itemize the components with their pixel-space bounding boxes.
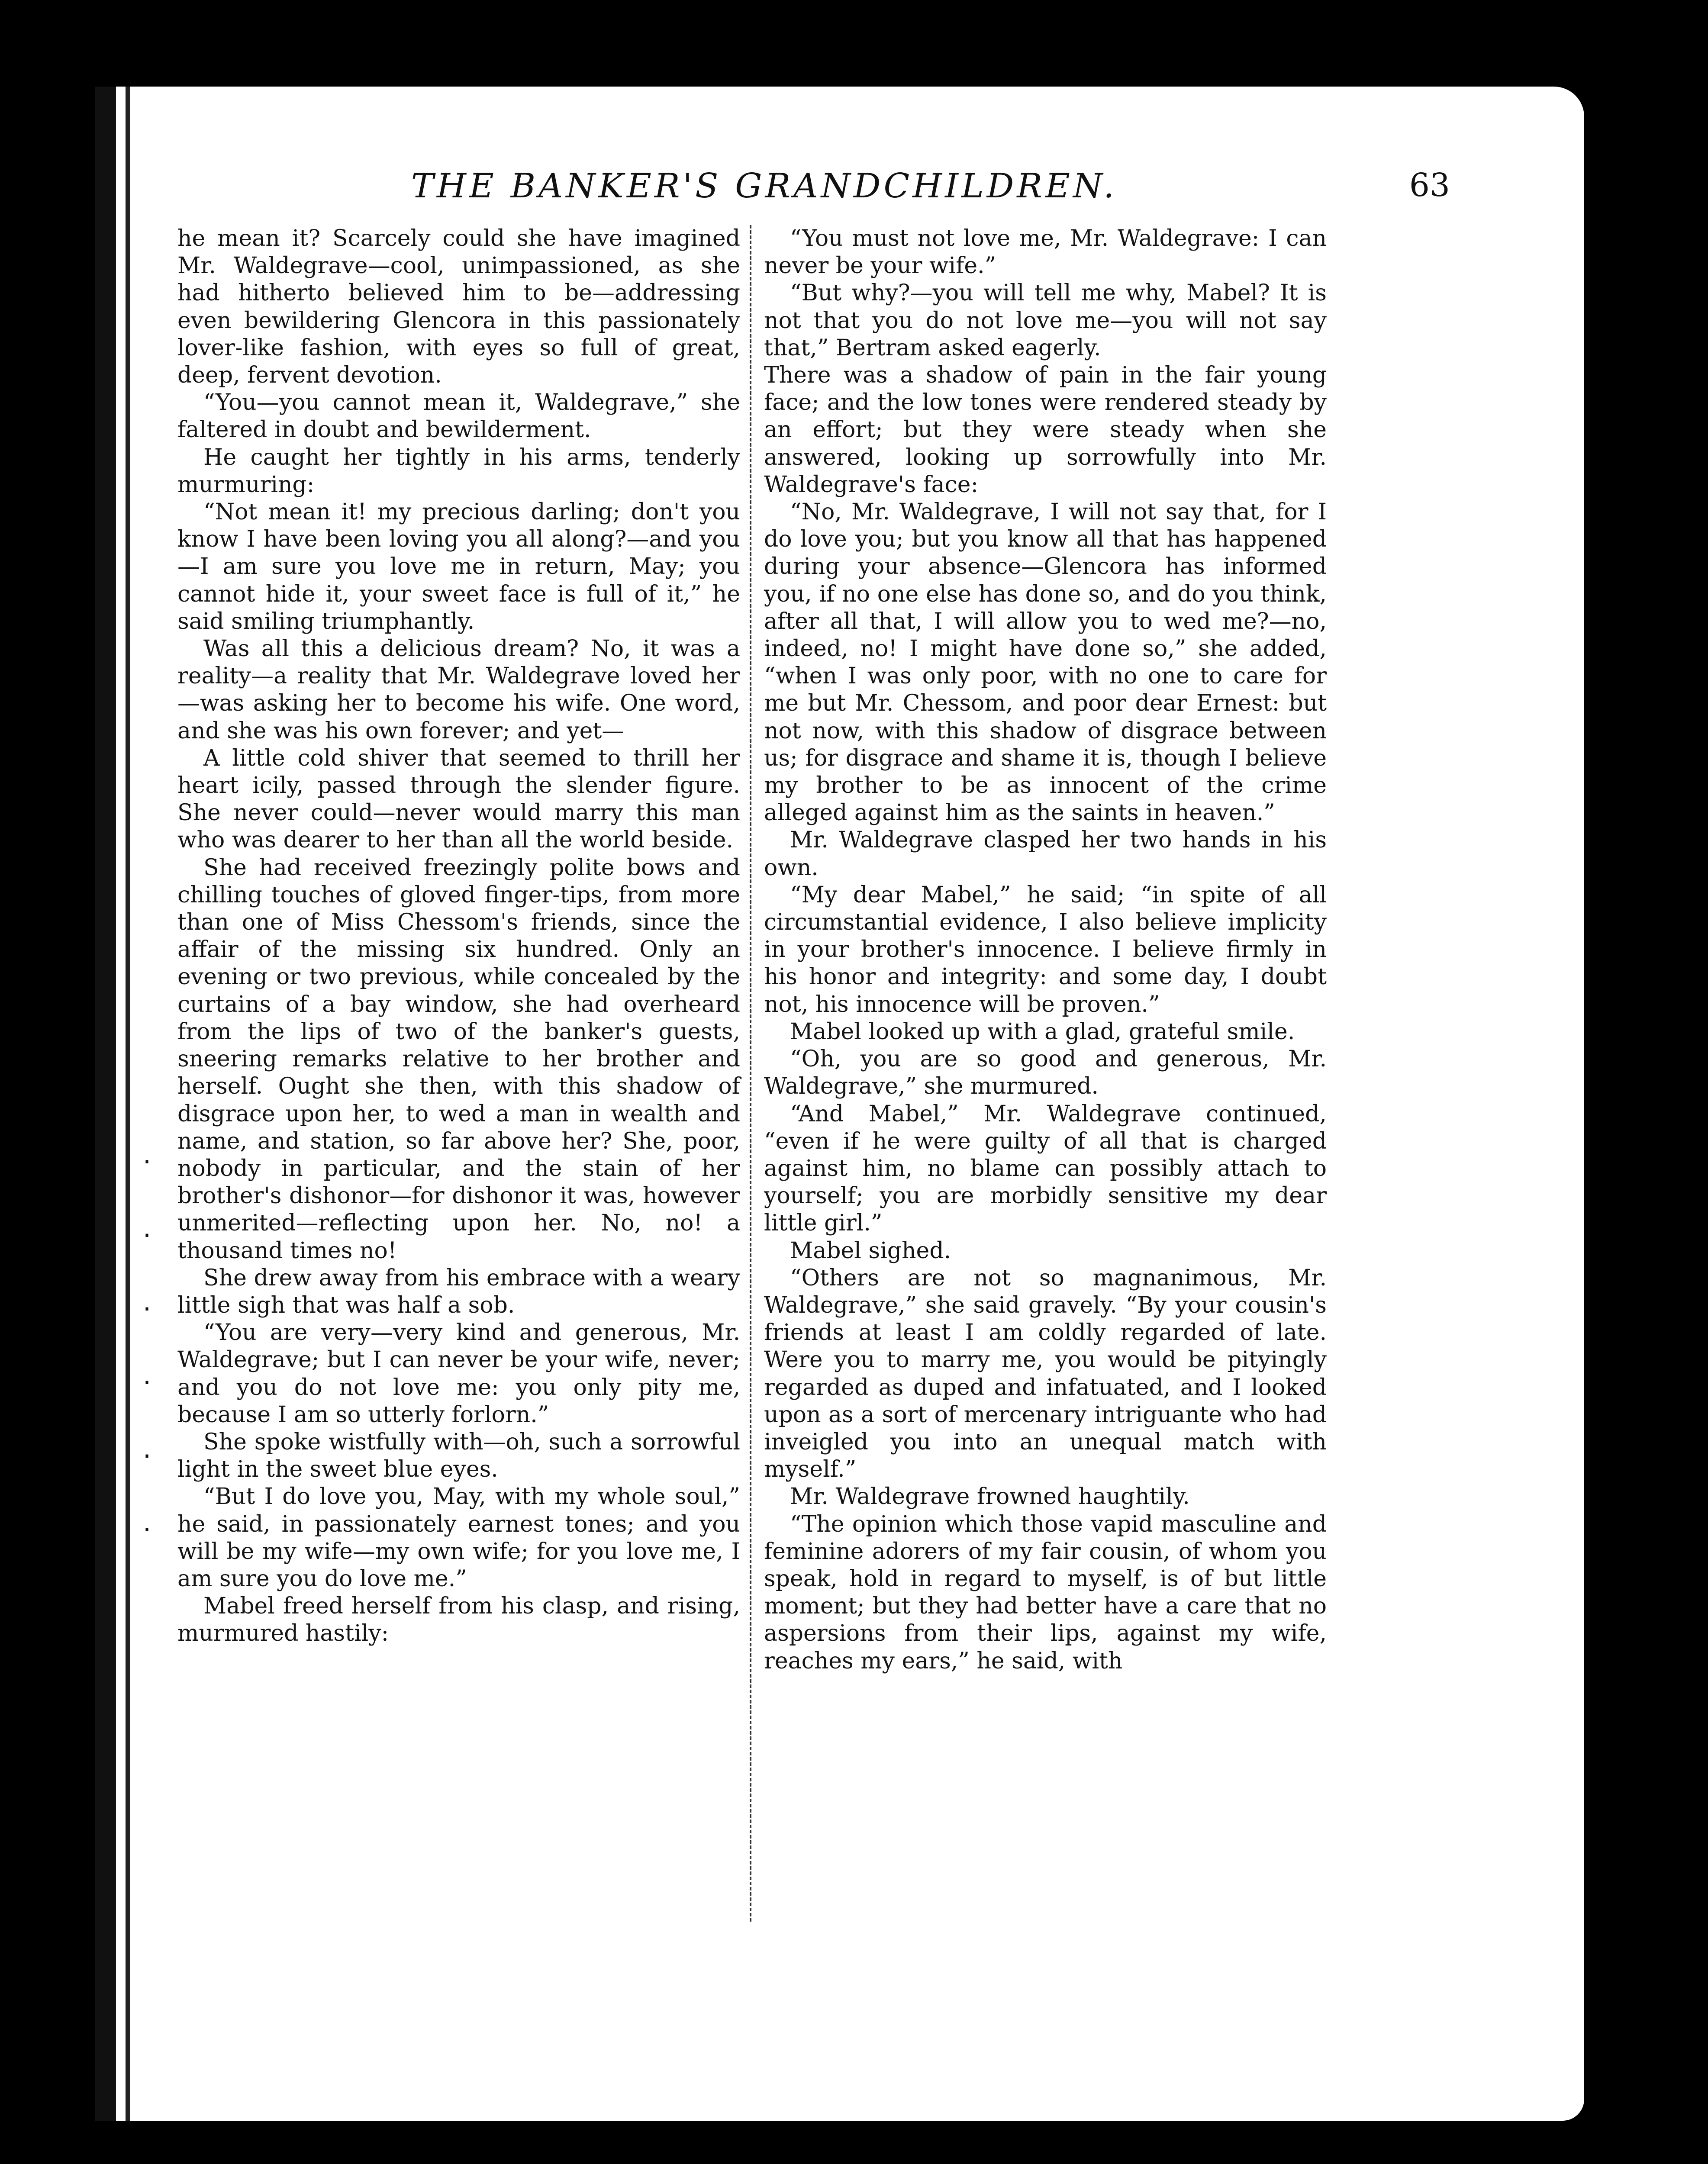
paragraph: He caught her tightly in his arms, tenderly murmuring:	[177, 444, 740, 498]
paragraph: Was all this a delicious dream? No, it was a reality—a reality that Mr. Waldegrave loved her—was asking her to become his wife. One word, and she was his own forever; and yet—	[177, 636, 740, 744]
paragraph: Mabel sighed.	[790, 1237, 951, 1264]
right-text-column	[764, 225, 1327, 1675]
paragraph: “You are very—very kind and generous, Mr. Waldegrave; but I can never be your wife, never; and you do not love me: you only pity me, because I am so utterly forlorn.”	[177, 1320, 740, 1428]
paragraph: “No, Mr. Waldegrave, I will not say that, for I do love you; but you know all that has happened during your absence—Glencora has informed you, if no one else has done so, and do you think, after all that, I will allow you to wed me?—no, indeed, no! I might have done so,” she added, “when I was only poor, with no one to care for me but Mr. Chessom, and poor dear Ernest: but not now, with this shadow of disgrace between us; for disgrace and shame it is, though I believe my brother to be as innocent of the crime alleged against him as the saints in heaven.”	[764, 499, 1327, 826]
paragraph: Mr. Waldegrave clasped her two hands in his own.	[764, 827, 1327, 881]
paragraph: Mr. Waldegrave frowned haughtily.	[790, 1484, 1190, 1510]
running-title: THE BANKER'S GRANDCHILDREN.	[411, 167, 1118, 206]
paragraph: Mabel freed herself from his clasp, and rising, murmured hastily:	[177, 1593, 740, 1647]
paragraph: “Others are not so magnanimous, Mr. Waldegrave,” she said gravely. “By your cousin's friends at least I am coldly regarded of late. Were you to marry me, you would be pityingly regarded as duped and infatuated, and I looked upon as a sort of mercenary intriguante who had inveigled you into an unequal match with myself.”	[764, 1265, 1327, 1483]
paragraph: “And Mabel,” Mr. Waldegrave continued, “even if he were guilty of all that is charged against him, no blame can possibly attach to yourself; you are morbidly sensitive my dear little girl.”	[764, 1101, 1327, 1237]
page-binding-edge	[126, 87, 130, 2121]
paragraph: “My dear Mabel,” he said; “in spite of all circumstantial evidence, I also believe implicity in your brother's innocence. I believe firmly in his honor and integrity: and some day, I doubt not, his innocence will be proven.”	[764, 882, 1327, 1018]
page-binding-shadow	[95, 87, 116, 2121]
paragraph: “You must not love me, Mr. Waldegrave: I can never be your wife.”	[764, 225, 1327, 279]
column-divider	[750, 225, 751, 1922]
left-text-column	[177, 225, 740, 1648]
paragraph: She spoke wistfully with—oh, such a sorrowful light in the sweet blue eyes.	[177, 1429, 740, 1483]
paragraph: “Not mean it! my precious darling; don't you know I have been loving you all along?—and you—I am sure you love me in return, May; you cannot hide it, your sweet face is full of it,” he said smiling triumphantly.	[177, 499, 740, 634]
page-number: 63	[1409, 167, 1450, 204]
paragraph: She had received freezingly polite bows and chilling touches of gloved finger-tips, from more than one of Miss Chessom's friends, since the affair of the missing six hundred. Only an evening or two previous, while concealed by the curtains of a bay window, she had overheard from the lips of two of the banker's guests, sneering remarks relative to her brother and herself. Ought she then, with this shadow of disgrace upon her, to wed a man in wealth and name, and station, so far above her? She, poor, nobody in particular, and the stain of her brother's dishonor—for dishonor it was, however unmerited—reflecting upon her. No, no! a thousand times no!	[177, 854, 740, 1264]
paragraph: “But why?—you will tell me why, Mabel? It is not that you do not love me—you will not say that,” Bertram asked eagerly.	[764, 280, 1327, 361]
page-header	[411, 167, 1450, 210]
paragraph: Mabel looked up with a glad, grateful smile.	[790, 1018, 1295, 1045]
paragraph: “The opinion which those vapid masculine and feminine adorers of my fair cousin, of whom you speak, hold in regard to myself, is of but little moment; but they had better have a care that no aspersions from their lips, against my wife, reaches my ears,” he said, with	[764, 1511, 1327, 1674]
paragraph: A little cold shiver that seemed to thrill her heart icily, passed through the slender figure. She never could—never would marry this man who was dearer to her than all the world beside.	[177, 745, 740, 853]
paragraph: “You—you cannot mean it, Waldegrave,” she faltered in doubt and bewilderment.	[177, 390, 740, 443]
paragraph: “But I do love you, May, with my whole soul,” he said, in passionately earnest tones; and you will be my wife—my own wife; for you love me, I am sure you do love me.”	[177, 1484, 740, 1592]
paragraph: he mean it? Scarcely could she have imagined Mr. Waldegrave—cool, unimpassioned, as she had hitherto believed him to be—addressing even bewildering Glencora in this passionately lover-like fashion, with eyes so full of great, deep, fervent devotion.	[177, 225, 740, 389]
margin-speckle: · · · · · ·	[143, 1147, 151, 1545]
paragraph: There was a shadow of pain in the fair young face; and the low tones were rendered steady by an effort; but they were steady when she answered, looking up sorrowfully into Mr. Waldegrave's face:	[764, 362, 1327, 498]
paragraph: She drew away from his embrace with a weary little sigh that was half a sob.	[177, 1265, 740, 1318]
paragraph: “Oh, you are so good and generous, Mr. Waldegrave,” she murmured.	[764, 1046, 1327, 1100]
